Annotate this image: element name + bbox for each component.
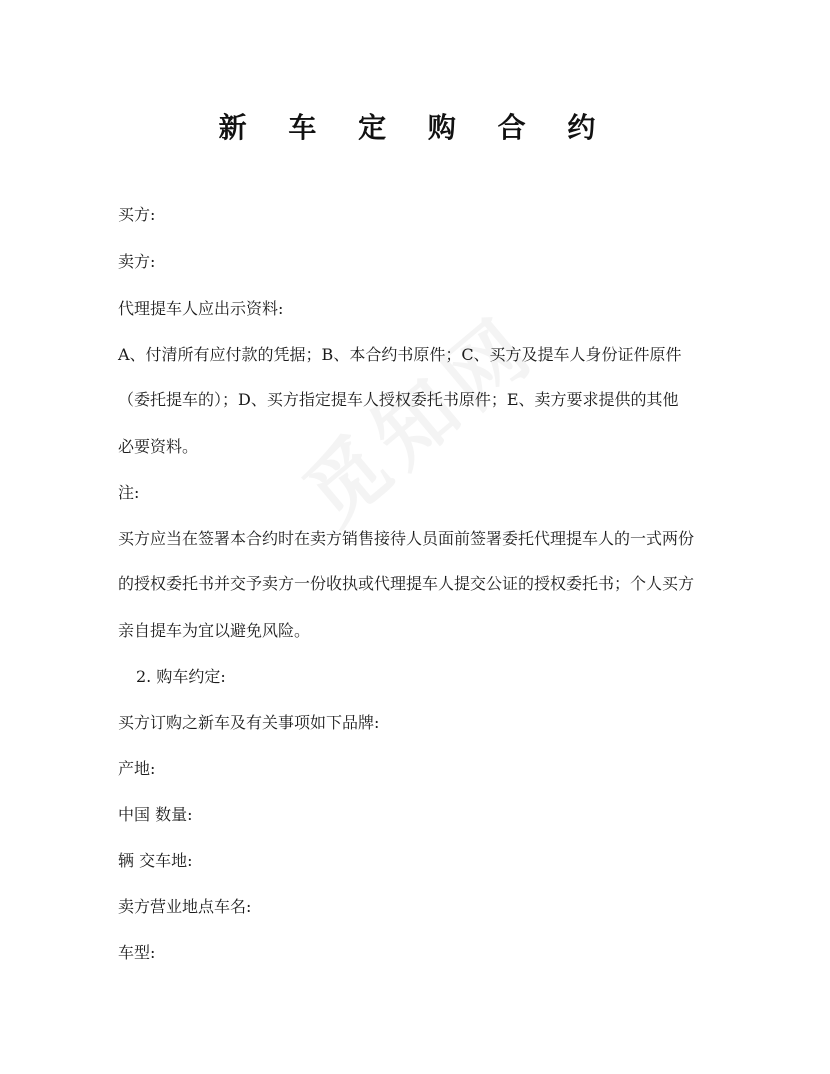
section-2-heading: 2. 购车约定: — [136, 667, 226, 686]
quantity-line: 中国 数量: — [118, 805, 193, 824]
agent-docs-heading: 代理提车人应出示资料: — [118, 299, 284, 318]
note-heading: 注: — [118, 483, 140, 502]
delivery-line: 辆 交车地: — [118, 851, 193, 870]
seller-line: 卖方: — [118, 252, 156, 271]
note-text-1: 买方应当在签署本合约时在卖方销售接待人员面前签署委托代理提车人的一式两份 — [118, 529, 695, 548]
agent-docs-text-1: A、付清所有应付款的凭据；B、本合约书原件；C、买方及提车人身份证件原件 — [118, 345, 682, 364]
watermark — [267, 278, 574, 563]
agent-docs-text-3: 必要资料。 — [118, 437, 199, 456]
buyer-line: 买方: — [118, 205, 156, 224]
agent-docs-text-2: （委托提车的）；D、买方指定提车人授权委托书原件；E、卖方要求提供的其他 — [118, 390, 679, 409]
model-line: 车型: — [118, 943, 156, 962]
car-name-line: 卖方营业地点车名: — [118, 897, 252, 916]
document-title: 新 车 定 购 合 约 — [218, 111, 612, 144]
origin-line: 产地: — [118, 759, 156, 778]
note-text-2: 的授权委托书并交予卖方一份收执或代理提车人提交公证的授权委托书；个人买方 — [118, 574, 695, 593]
note-text-3: 亲自提车为宜以避免风险。 — [118, 621, 311, 640]
order-line: 买方订购之新车及有关事项如下品牌: — [118, 713, 380, 732]
